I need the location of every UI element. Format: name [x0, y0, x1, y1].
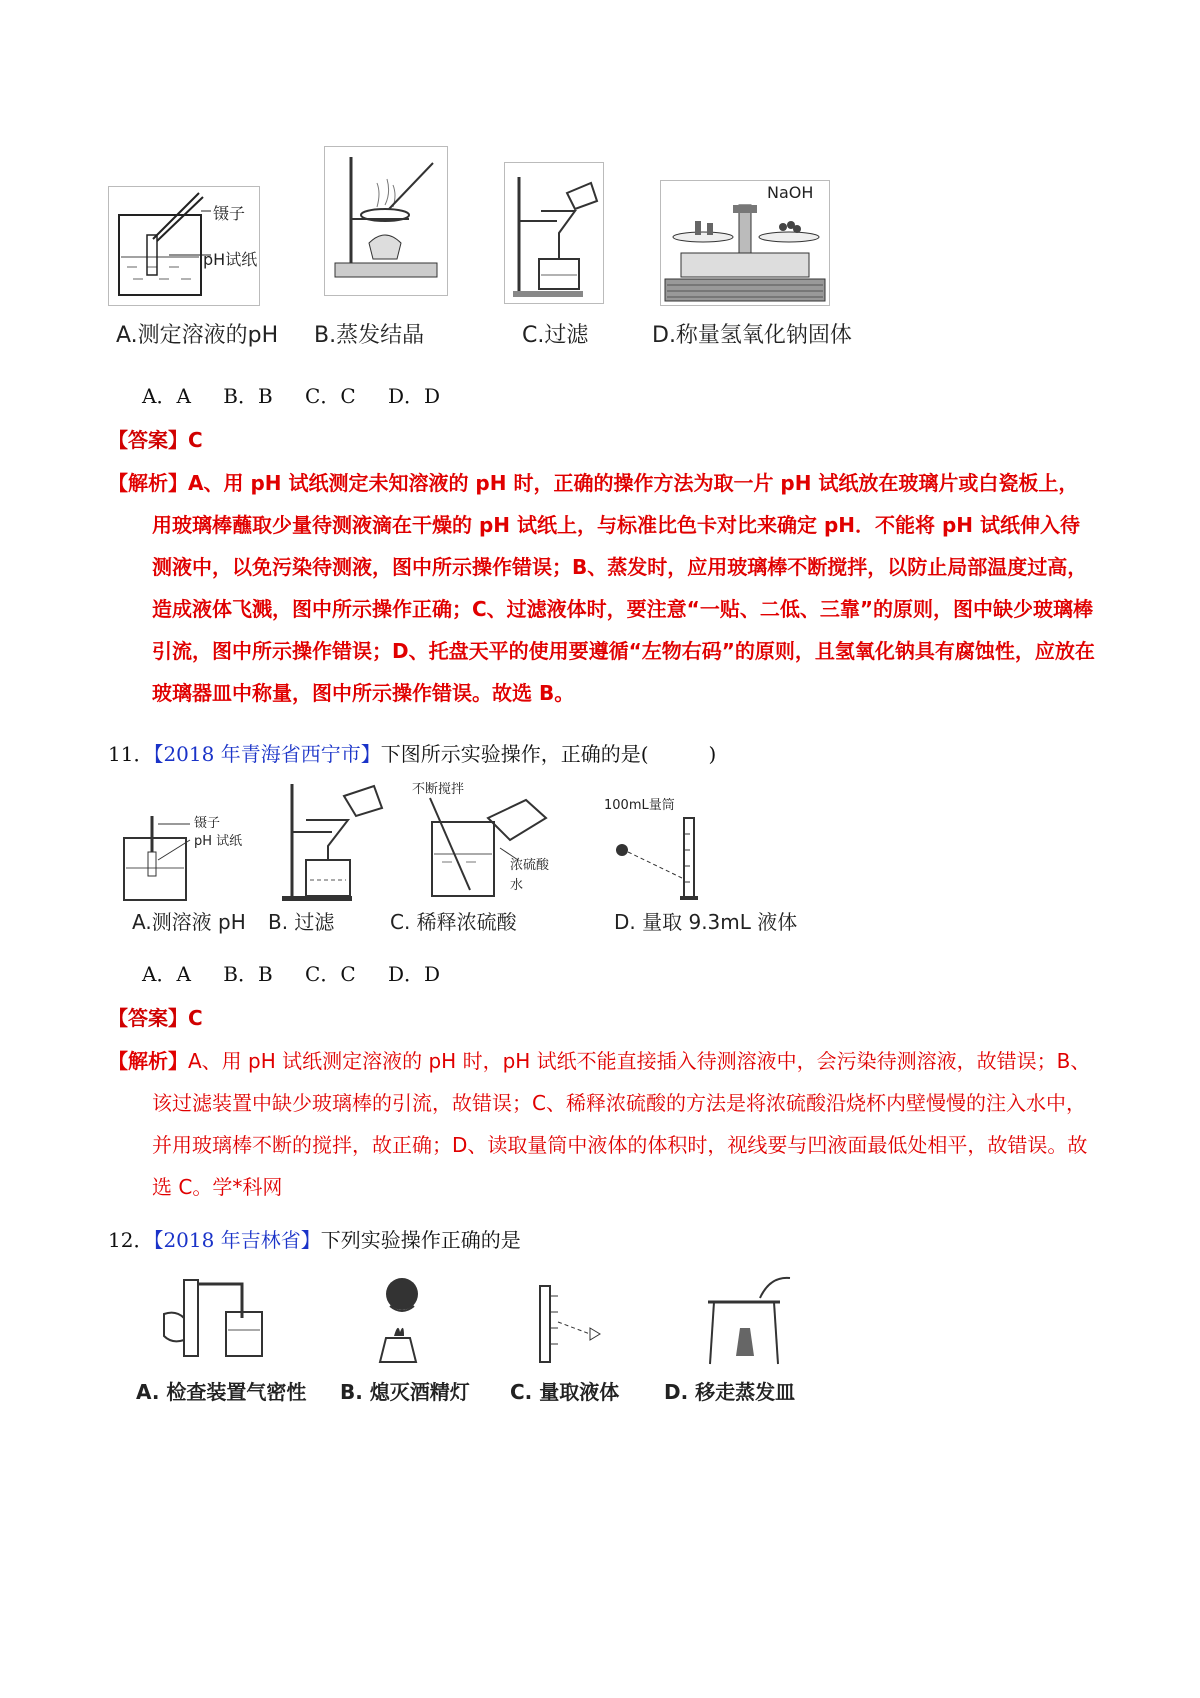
q11-figure-b — [278, 780, 396, 902]
q12-caption-a: A. 检查装置气密性 — [136, 1380, 307, 1404]
q10-analysis-text: A、用 pH 试纸测定未知溶液的 pH 时，正确的操作方法为取一片 pH 试纸放在玻璃片或白瓷板上，用玻璃棒蘸取少量待测液滴在干燥的 pH 试纸上，与标准比色卡对比来确定 pH．不能将 pH 试纸伸入待测液中，以免污染待测液，图中所示操作错误；B、蒸发时，应用玻璃棒不断搅拌，以防止局部温度过高，造成液体飞溅，图中所示操作正确；C、过滤液体时，要注意“一贴、二低、三靠”的原则，图中缺少玻璃棒引流，图中所示操作错误；D、托盘天平的使用要遵循“左物右码”的原则，且氢氧化钠具有腐蚀性，应放在玻璃器皿中称量，图中所示操作错误。故选 B。 — [152, 471, 1095, 705]
q11-stem-text: 下图所示实验操作，正确的是( ) — [380, 742, 717, 766]
ph-paper-label: pH试纸 — [203, 250, 258, 269]
q11-number: 11． — [108, 742, 154, 766]
q10-option-a: A．A — [142, 384, 191, 408]
q10-answer-label: 【答案】 — [108, 428, 188, 452]
q11-option-a: A．A — [142, 962, 191, 986]
evaporating-dish-illustration — [700, 1272, 800, 1368]
q12-caption-c: C. 量取液体 — [510, 1380, 620, 1404]
q10-caption-c: C.过滤 — [522, 323, 589, 348]
acid-label: 浓硫酸 — [510, 858, 550, 873]
q10-analysis — [108, 462, 1098, 714]
q10-figure-c — [504, 162, 604, 304]
q10-figure-a — [108, 186, 260, 306]
q11-answer-value: C — [188, 1006, 203, 1030]
q10-figure-b — [324, 146, 448, 296]
airtight-check-illustration — [160, 1268, 270, 1368]
q10-answer-value: C — [188, 428, 203, 452]
q10-answer — [108, 424, 203, 453]
q12-figure-b — [360, 1270, 440, 1366]
q10-caption-d: D.称量氢氧化钠固体 — [652, 323, 852, 348]
q11-figure-d — [600, 794, 710, 902]
q10-caption-a: A.测定溶液的pH — [116, 323, 279, 348]
q11-options — [142, 958, 466, 987]
naoh-label: NaOH — [767, 183, 814, 202]
q10-option-d: D．D — [387, 384, 441, 408]
alcohol-lamp-illustration — [360, 1270, 440, 1366]
q12-caption-d: D. 移走蒸发皿 — [664, 1380, 796, 1404]
q11-stem — [108, 738, 716, 767]
q10-options — [142, 380, 466, 409]
beaker-ph-illustration — [118, 812, 258, 902]
filtration-illustration — [505, 163, 603, 303]
q12-stem — [108, 1224, 521, 1253]
q12-figure-a — [160, 1268, 270, 1368]
stir-label: 不断搅拌 — [412, 782, 465, 797]
q12-stem-text: 下列实验操作正确的是 — [320, 1228, 521, 1252]
q11-option-d: D．D — [387, 962, 441, 986]
q11-analysis — [108, 1040, 1098, 1208]
read-volume-illustration — [530, 1282, 610, 1366]
q11-caption-b: B. 过滤 — [268, 910, 335, 934]
ph-paper-label: pH 试纸 — [194, 834, 243, 849]
q10-option-b: B．B — [223, 384, 273, 408]
filtration-illustration — [278, 780, 396, 902]
q11-figure-c — [410, 778, 560, 902]
q12-figure-d — [700, 1272, 800, 1368]
q11-option-c: C．C — [305, 962, 356, 986]
cylinder-label: 100mL量筒 — [604, 798, 675, 813]
q10-analysis-label: 【解析】 — [108, 471, 188, 495]
q10-caption-b: B.蒸发结晶 — [314, 323, 425, 348]
evaporation-illustration — [325, 147, 447, 295]
q11-caption-c: C. 稀释浓硫酸 — [390, 910, 517, 934]
water-label: 水 — [510, 878, 524, 893]
q12-caption-b: B. 熄灭酒精灯 — [340, 1380, 470, 1404]
tweezers-label: 镊子 — [213, 204, 246, 223]
q11-answer — [108, 1002, 203, 1031]
q12-source: 【2018 年吉林省】 — [153, 1228, 321, 1252]
q11-source: 【2018 年青海省西宁市】 — [153, 742, 381, 766]
q11-figure-a — [118, 812, 258, 902]
q11-caption-a: A.测溶液 pH — [132, 910, 246, 934]
q12-number: 12． — [108, 1228, 154, 1252]
q11-caption-d: D. 量取 9.3mL 液体 — [614, 910, 798, 934]
tweezers-label: 镊子 — [194, 816, 221, 831]
q11-option-b: B．B — [223, 962, 273, 986]
q11-analysis-label: 【解析】 — [108, 1049, 188, 1073]
q10-option-c: C．C — [305, 384, 356, 408]
q10-figure-d — [660, 180, 830, 306]
q11-analysis-text: A、用 pH 试纸测定溶液的 pH 时，pH 试纸不能直接插入待测溶液中，会污染待测溶液，故错误；B、该过滤装置中缺少玻璃棒的引流，故错误；C、稀释浓硫酸的方法是将浓硫酸沿烧杯内壁慢慢的注入水中，并用玻璃棒不断的搅拌，故正确；D、读取量筒中液体的体积时，视线要与凹液面最低处相平，故错误。故选 C。学*科网 — [152, 1049, 1091, 1199]
q12-figure-c — [530, 1282, 610, 1366]
q11-answer-label: 【答案】 — [108, 1006, 188, 1030]
